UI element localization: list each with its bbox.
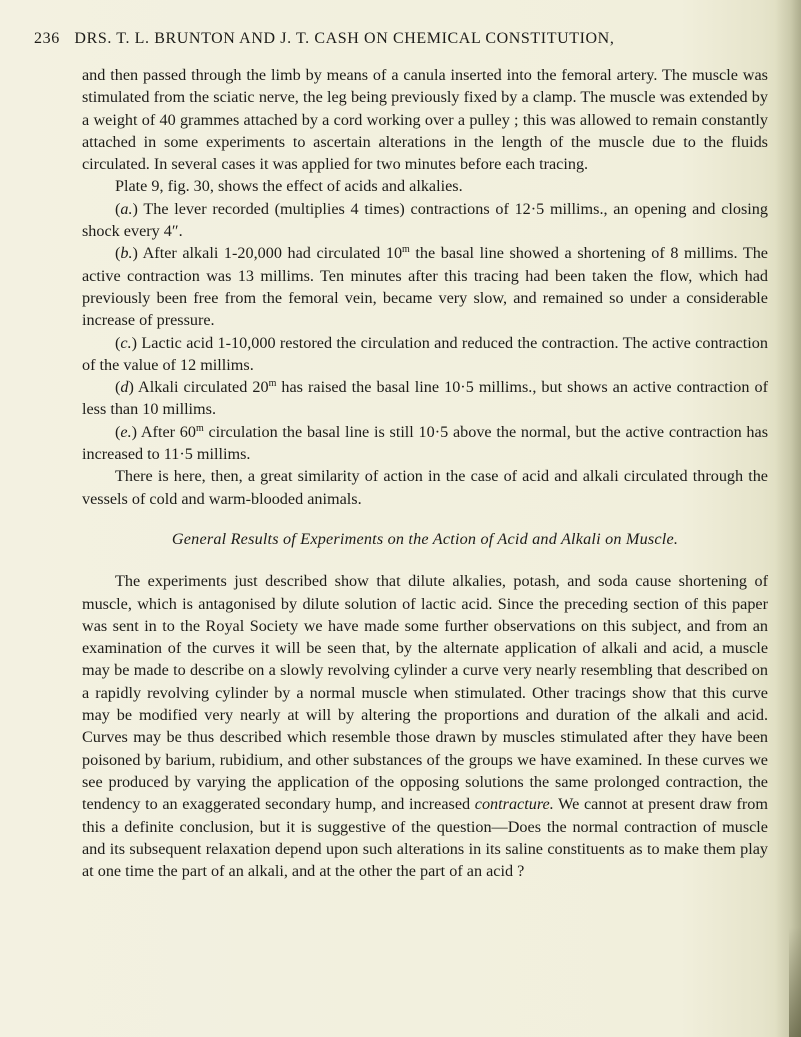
paragraph-text: circulation the basal line is still 10·5 above the normal, but the active contraction has increased to 11·5 millims. [82, 422, 768, 464]
paragraph-text: the basal line showed a shortening of 8 millims. The active contraction was 13 millims. Ten minutes after this tracing had been taken the flow, which had previously been free from the femoral vein, became very slow, and remained so under a considerable increase of pressure. [82, 244, 768, 330]
page-corner-shadow [789, 927, 801, 1037]
superscript: m [402, 244, 410, 256]
item-label: b. [120, 244, 133, 263]
item-label: d [120, 378, 129, 397]
running-header [34, 30, 769, 48]
paragraph: Plate 9, fig. 30, shows the effect of acids and alkalies. [115, 177, 463, 196]
body-text [82, 64, 768, 882]
paragraph: There is here, then, a great similarity of action in the case of acid and alkali circulated through the vessels of cold and warm-blooded animals. [82, 467, 768, 508]
item-label: e. [120, 422, 132, 441]
running-title: DRS. T. L. BRUNTON AND J. T. CASH ON CHEMICAL CONSTITUTION, [74, 30, 615, 47]
superscript: m [268, 378, 277, 390]
paragraph: (d) Alkali circulated 20$^m$ has raised the basal line 10·5 millims., but shows an active contraction of less than 10 millims. [82, 378, 768, 419]
paragraph-text: has raised the basal line 10·5 millims., but shows an active contraction of less than 10 millims. [82, 378, 768, 419]
paragraph: and then passed through the limb by means of a canula inserted into the femoral artery. The muscle was stimulated from the sciatic nerve, the leg being previously fixed by a clamp. The muscle was extended by a weight of 40 grammes attached by a cord working over a pulley ; this was allowed to remain constantly attached in some experiments to ascertain alterations in the length of the muscle due to the fluids circulated. In several cases it was applied for two minutes before each tracing. [82, 66, 768, 174]
italic-term: contracture. [474, 795, 554, 814]
paragraph: (e.) After 60$^m$ circulation the basal line is still 10·5 above the normal, but the active contraction has increased to 11·5 millims. [82, 422, 768, 464]
paragraph: (b.) After alkali 1-20,000 had circulated 10$^m$ the basal line showed a shortening of 8 millims. The active contraction was 13 millims. Ten minutes after this tracing had been taken the flow, which had previously been free from the femoral vein, became very slow, and remained so under a considerable increase of pressure. [82, 244, 768, 330]
paragraph: (c.) Lactic acid 1-10,000 restored the circulation and reduced the contraction. The active contraction of the value of 12 millims. [82, 333, 768, 374]
paragraph-text: After alkali 1-20,000 had circulated 10 [137, 244, 403, 263]
paragraph-text: After 60 [137, 422, 196, 441]
paragraph: (a.) The lever recorded (multiplies 4 times) contractions of 12·5 millims., an opening and closing shock every 4″. [82, 199, 768, 241]
paragraph [82, 570, 768, 882]
paragraph-text: Alkali circulated 20 [133, 378, 269, 397]
item-label: c. [120, 333, 132, 352]
paragraph-text: The lever recorded (multiplies 4 times) contractions of 12·5 millims., an opening and closing shock every 4″. [82, 199, 768, 241]
section-heading: General Results of Experiments on the Action of Acid and Alkali on Muscle. [171, 529, 679, 548]
paragraph-text: We cannot at present draw from this a definite conclusion, but it is suggestive of the question—Does the normal contraction of muscle and its subsequent relaxation depend upon such alterations in its saline constituents as to make them play at one time the part of an alkali, and at the other the part of an acid ? [82, 795, 768, 881]
paragraph-text: The experiments just described show that dilute alkalies, potash, and soda cause shortening of muscle, which is antagonised by dilute solution of lactic acid. Since the preceding section of this paper was sent in to the Royal Society we have made some further observations on this subject, and from an examination of the curves it will be seen that, by the alternate application of alkali and acid, a muscle may be made to describe on a slowly revolving cylinder a curve very nearly resembling that described on a rapidly revolving cylinder by a normal muscle when stimulated. Other tracings show that this curve may be modified very nearly at will by altering the proportions and duration of the alkali and acid. Curves may be thus described which resemble those drawn by muscles stimulated after they have been poisoned by barium, rubidium, and other substances of the groups we have examined. In these curves we see produced by varying the application of the opposing solutions the same prolonged contraction, the tendency to an exaggerated secondary hump, and increased [82, 572, 768, 814]
page-number: 236 [34, 30, 60, 47]
page-edge-shadow [775, 0, 801, 1037]
superscript: m [195, 422, 204, 434]
item-label: a. [120, 199, 133, 218]
paragraph-text: Lactic acid 1-10,000 restored the circulation and reduced the contraction. The active contraction of the value of 12 millims. [82, 333, 768, 374]
